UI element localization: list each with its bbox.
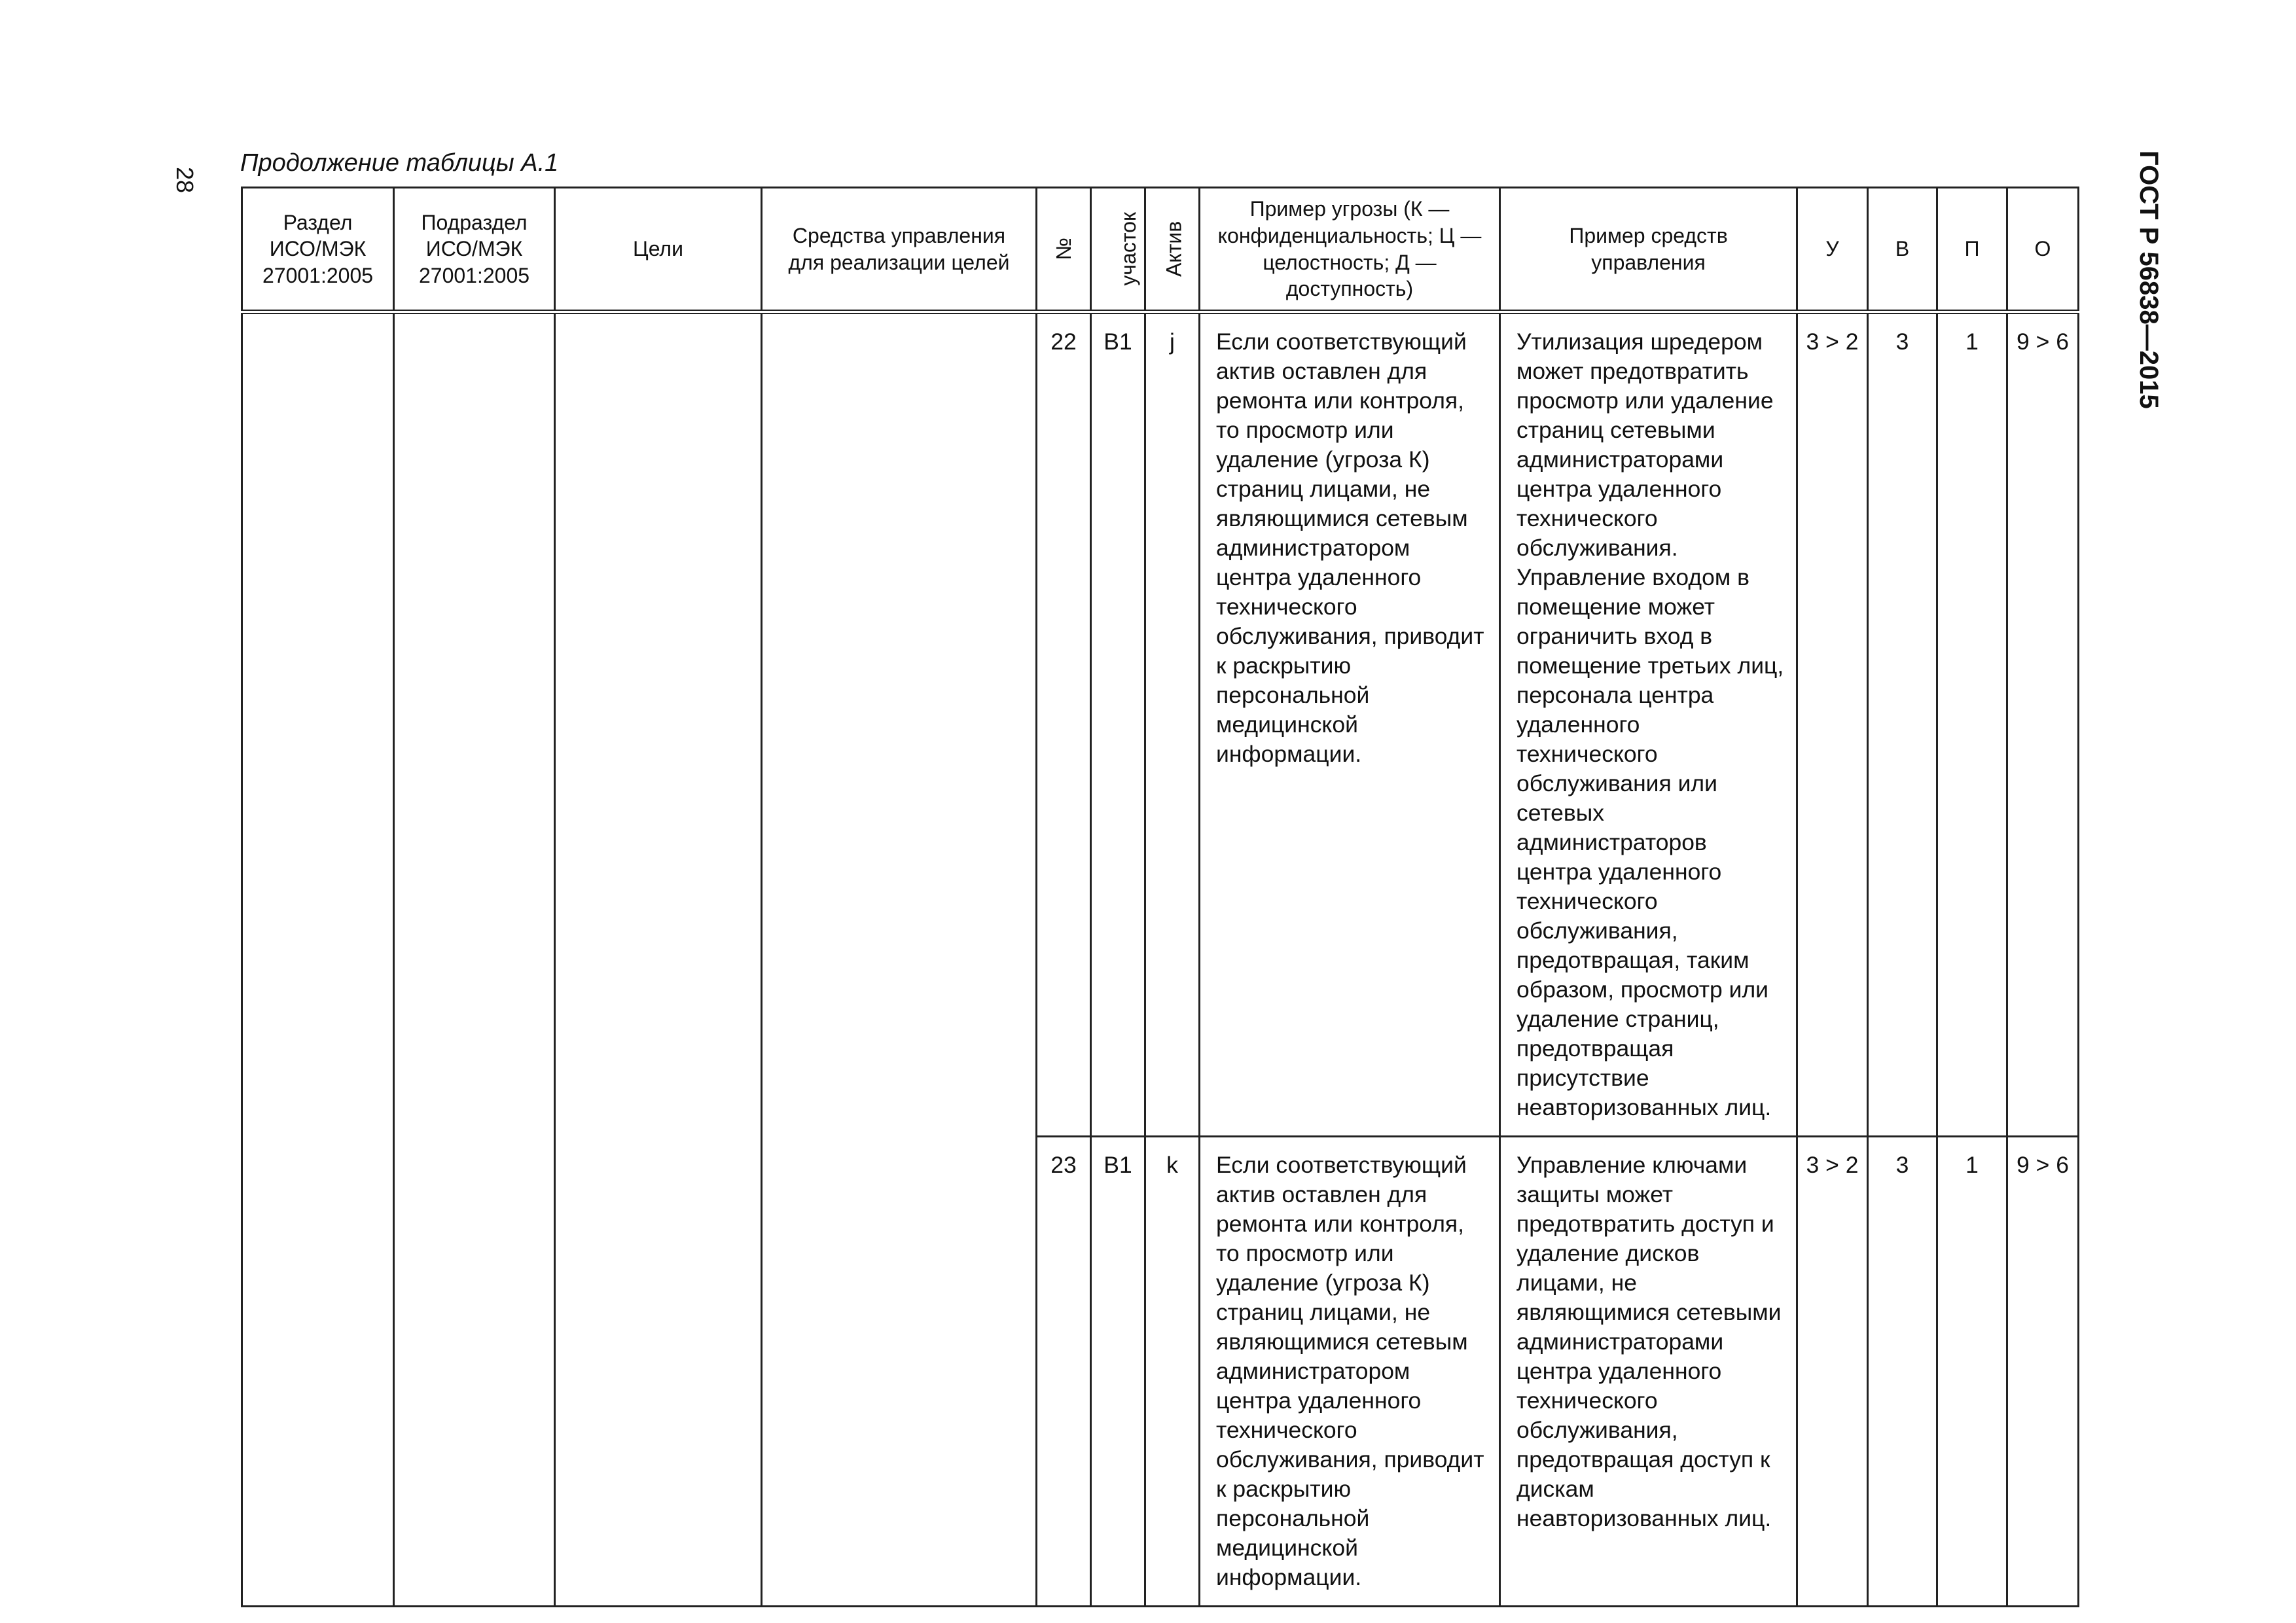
- cell-number: 22: [1037, 312, 1091, 1137]
- cell-p: 1: [1937, 312, 2007, 1137]
- header-asset: Актив: [1145, 188, 1200, 312]
- cell-control: Утилизация шредером может предотвратить просмотр или удаление страниц сетевыми администраторами центра удаленного технического обслуживания. Управление входом в помещение может ограничить вход в помещение третьих лиц, персонала центра удаленного технического обслуживания или сетевых администраторов центра удаленного технического обслуживания, предотвращая, таким образом, просмотр или удаление страниц, предотвращая присутствие неавторизованных лиц.: [1500, 312, 1797, 1137]
- header-u: У: [1797, 188, 1868, 312]
- cell-number: 23: [1037, 1137, 1091, 1607]
- header-p: П: [1937, 188, 2007, 312]
- cell-u: 3 > 2: [1797, 312, 1868, 1137]
- header-o: О: [2007, 188, 2079, 312]
- cell-p: 1: [1937, 1137, 2007, 1607]
- header-v: В: [1868, 188, 1937, 312]
- cell-site: B1: [1091, 312, 1145, 1137]
- cell-site: B1: [1091, 1137, 1145, 1607]
- cell-v: 3: [1868, 1137, 1937, 1607]
- page-number: 28: [171, 167, 198, 194]
- header-threat-example: Пример угрозы (К — конфиденциальность; Ц — целостность; Д — доступность): [1200, 188, 1500, 312]
- header-controls: Средства управления для реализации целей: [762, 188, 1037, 312]
- cell-threat: Если соответствующий актив оставлен для ремонта или контроля, то просмотр или удаление (угроза К) страниц лицами, не являющимися сетевым администратором центра удаленного технического обслуживания, приводит к раскрытию персональной медицинской информации.: [1200, 312, 1500, 1137]
- cell-controls: [762, 312, 1037, 1607]
- table-row: [242, 312, 2079, 1137]
- cell-section: [242, 312, 394, 1607]
- header-site: участок: [1091, 188, 1145, 312]
- cell-u: 3 > 2: [1797, 1137, 1868, 1607]
- header-goals: Цели: [555, 188, 762, 312]
- cell-v: 3: [1868, 312, 1937, 1137]
- cell-goals: [555, 312, 762, 1607]
- header-subsection: Подраздел ИСО/МЭК 27001:2005: [394, 188, 555, 312]
- cell-asset: k: [1145, 1137, 1200, 1607]
- header-control-example: Пример средств управления: [1500, 188, 1797, 312]
- cell-control: Управление ключами защиты может предотвратить доступ и удаление дисков лицами, не являющимися сетевыми администраторами центра удаленного технического обслуживания, предотвращая доступ к дискам неавторизованных лиц.: [1500, 1137, 1797, 1607]
- document-code: ГОСТ Р 56838—2015: [2134, 151, 2163, 409]
- header-number: №: [1037, 188, 1091, 312]
- cell-o: 9 > 6: [2007, 1137, 2079, 1607]
- cell-asset: j: [1145, 312, 1200, 1137]
- cell-o: 9 > 6: [2007, 312, 2079, 1137]
- table-header-row: [242, 188, 2079, 312]
- table-caption: Продолжение таблицы А.1: [240, 149, 559, 177]
- header-section: Раздел ИСО/МЭК 27001:2005: [242, 188, 394, 312]
- controls-table: [241, 187, 2079, 1607]
- cell-subsection: [394, 312, 555, 1607]
- cell-threat: Если соответствующий актив оставлен для ремонта или контроля, то просмотр или удаление (угроза К) страниц лицами, не являющимися сетевым администратором центра удаленного технического обслуживания, приводит к раскрытию персональной медицинской информации.: [1200, 1137, 1500, 1607]
